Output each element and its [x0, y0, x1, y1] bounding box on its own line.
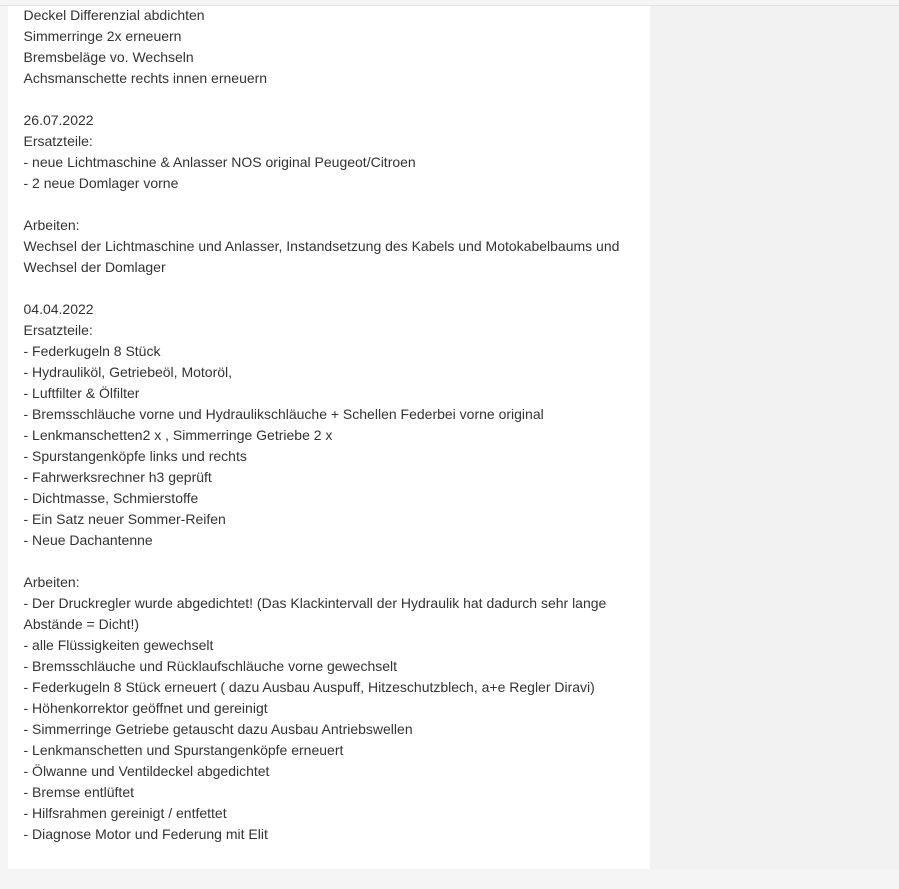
listing-description-text: Deckel Differenzial abdichten Simmerringe 2x erneuern Bremsbeläge vo. Wechseln Achsmanschette rechts innen erneuern 26.07.2022 Ersatzteile: - neue Lichtmaschine & Anlasser NOS original Peugeot/Citroen - 2 neue Domlager vorne Arbeiten: Wechsel der Lichtmaschine und Anlasser, Instandsetzung des Kabels und Motokabelbaums und Wechsel der Domlager 04.04.2022 Ersatzteile: - Federkugeln 8 Stück - Hydrauliköl, Getriebeöl, Motoröl, - Luftfilter & Ölfilter - Bremsschläuche vorne und Hydraulikschläuche + Schellen Federbei vorne original - Lenkmanschetten2 x , Simmerringe Getriebe 2 x - Spurstangenköpfe links und rechts - Fahrwerksrechner h3 geprüft - Dichtmasse, Schmierstoffe - Ein Satz neuer Sommer-Reifen - Neue Dachantenne Arbeiten: - Der Druckregler wurde abgedichtet! (Das Klackintervall der Hydraulik hat dadurch sehr lange Abstände = Dicht!) - alle Flüssigkeiten gewechselt - Bremsschläuche und Rücklaufschläuche vorne gewechselt - Federkugeln 8 Stück erneuert ( dazu Ausbau Auspuff, Hitzeschutzblech, a+e Regler Diravi) - Höhenkorrektor geöffnet und gereinigt - Simmerringe Getriebe getauscht dazu Ausbau Antriebswellen - Lenkmanschetten und Spurstangenköpfe erneuert - Ölwanne und Ventildeckel abgedichtet - Bremse entlüftet - Hilfsrahmen gereinigt / entfettet - Diagnose Motor und Federung mit Elit — [23, 7, 620, 842]
page-footer-gap — [0, 869, 899, 889]
listing-description-card — [8, 6, 650, 869]
sidebar-panel — [650, 6, 899, 869]
